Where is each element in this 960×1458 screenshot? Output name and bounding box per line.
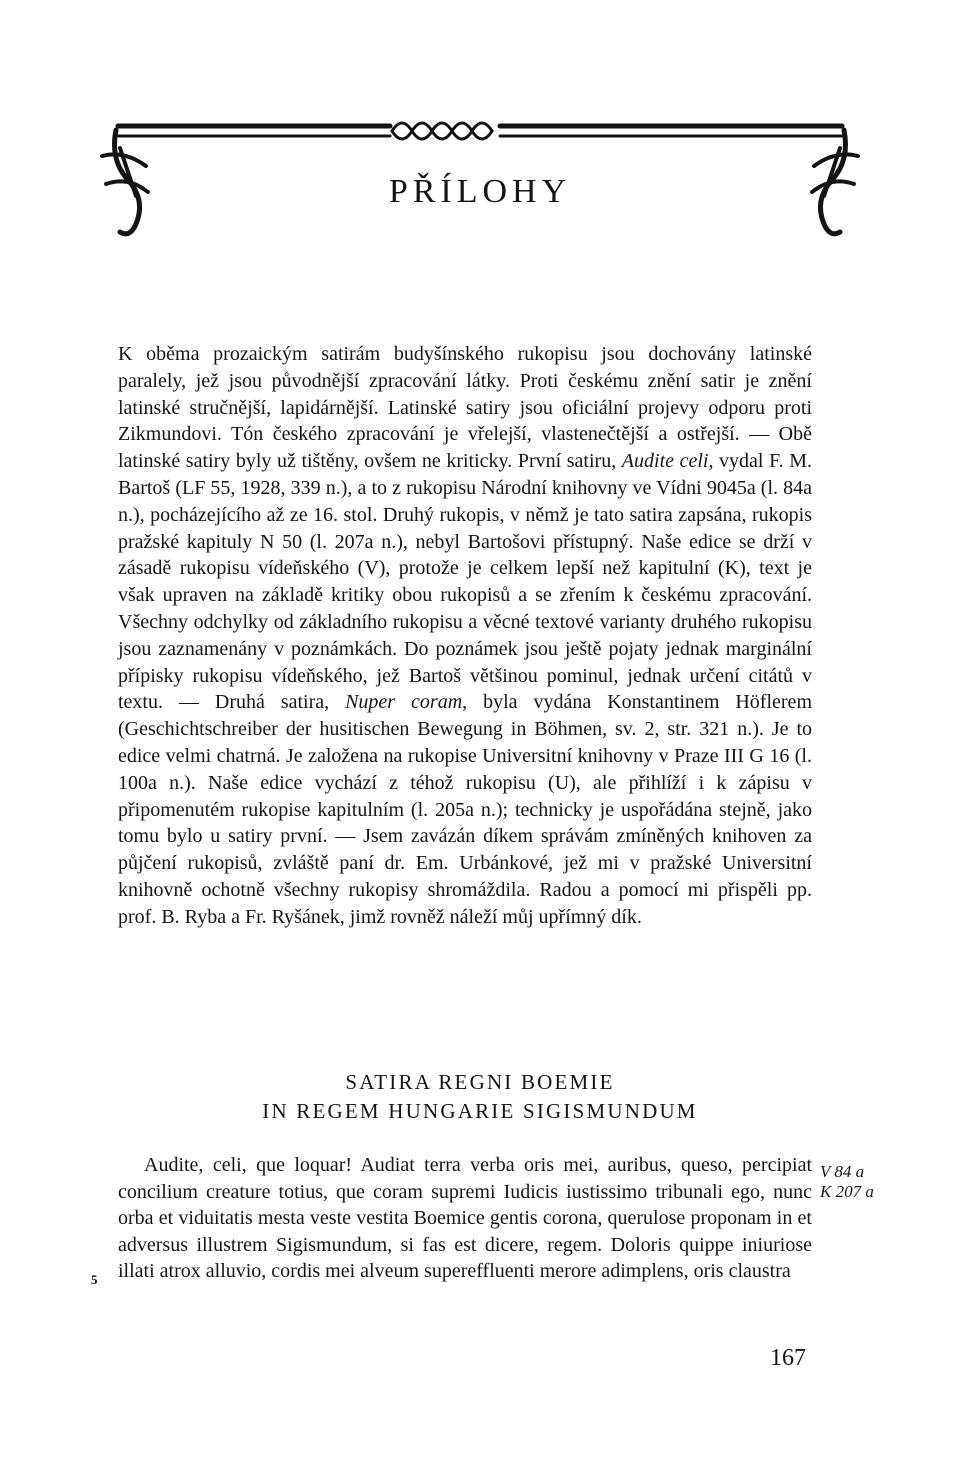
section-title-line-2: IN REGEM HUNGARIE SIGISMUNDUM	[262, 1099, 698, 1123]
page-heading: PŘÍLOHY	[388, 173, 572, 210]
margin-references	[820, 1162, 930, 1202]
intro-text: K oběma prozaickým satirám budyšínského rukopisu jsou dochovány latinské paralely, jež jsou původnější zpracování látky. Proti českému znění satir je znění latinské stručnější, lapidárnější. Latinské satiry jsou oficiální projevy odporu proti Zikmundovi. Tón českého zpracování je vřelejší, vlastenečtější a ostřejší. — Obě latinské satiry byly už tištěny, ovšem ne kriticky. První satiru,	[118, 343, 812, 473]
work-title-nuper-coram: Nuper coram	[345, 691, 463, 714]
latin-text: Audite, celi, que loquar! Audiat terra verba oris mei, auribus, queso, percipiat concilium creature totius, que coram supremi Iudicis iustissimo tribunali ego, nunc orba et viduitatis mesta veste vestita Boemice gentis corona, querulose proponam in et adversus illustrem Sigismundum, si fas est dicere, regem. Doloris quippe iniuriose illati atrox alluvio, cordis mei alveum supereffluenti merore adimplens, oris claustra	[118, 1154, 812, 1282]
margin-ref-v: V 84 a	[820, 1162, 865, 1181]
intro-text: , vydal F. M. Bartoš (LF 55, 1928, 339 n.), a to z rukopisu Národní knihovny ve Vídni 9045a (l. 84a n.), pocházejícího až ze 16. stol. Druhý rukopis, v němž je tato satira zapsána, rukopis pražské kapituly N 50 (l. 207a n.), nebyl Bartošovi přístupný. Naše edice se drží v zásadě rukopisu vídeňského (V), protože je celkem lepší než kapitulní (K), text je však upraven na základě kritiky obou rukopisů a se zřením k českému zpracování. Všechny odchylky od základního rukopisu a věcné textové varianty druhého rukopisu jsou zaznamenány v poznámkách. Do poznámek jsou ještě pojaty jednak marginální přípisky rukopisu vídeňského, jež Bartoš většinou pominul, jednak určení citátů v textu. — Druhá satira,	[118, 450, 812, 714]
intro-paragraph	[118, 341, 812, 931]
intro-text: , byla vydána Konstantinem Höflerem (Geschichtschreiber der husitischen Bewegung in Böhmen, sv. 2, str. 321 n.). Je to edice velmi chatrná. Je založena na rukopise Universitní knihovny v Praze III G 16 (l. 100a n.). Naše edice vychází z téhož rukopisu (U), ale přihlíží i k zápisu v připomenutém rukopise kapitulním (l. 205a n.); technicky je uspořádána stejně, jako tomu bylo u satiry první. — Jsem zavázán díkem správám zmíněných knihoven za půjčení rukopisů, zvláště paní dr. Em. Urbánkové, jež mi v pražské Universitní knihovně ochotně všechny rukopisy shromáždila. Radou a pomocí mi přispěli pp. prof. B. Ryba a Fr. Ryšánek, jimž rovněž náleží můj upřímný dík.	[118, 691, 812, 928]
work-title-audite-celi: Audite celi	[621, 450, 709, 473]
section-title	[0, 1068, 960, 1126]
page-number: 167	[770, 1345, 806, 1371]
margin-ref-k: K 207 a	[820, 1182, 874, 1201]
line-number: 5	[91, 1272, 98, 1287]
section-title-line-1: SATIRA REGNI BOEMIE	[345, 1070, 615, 1094]
